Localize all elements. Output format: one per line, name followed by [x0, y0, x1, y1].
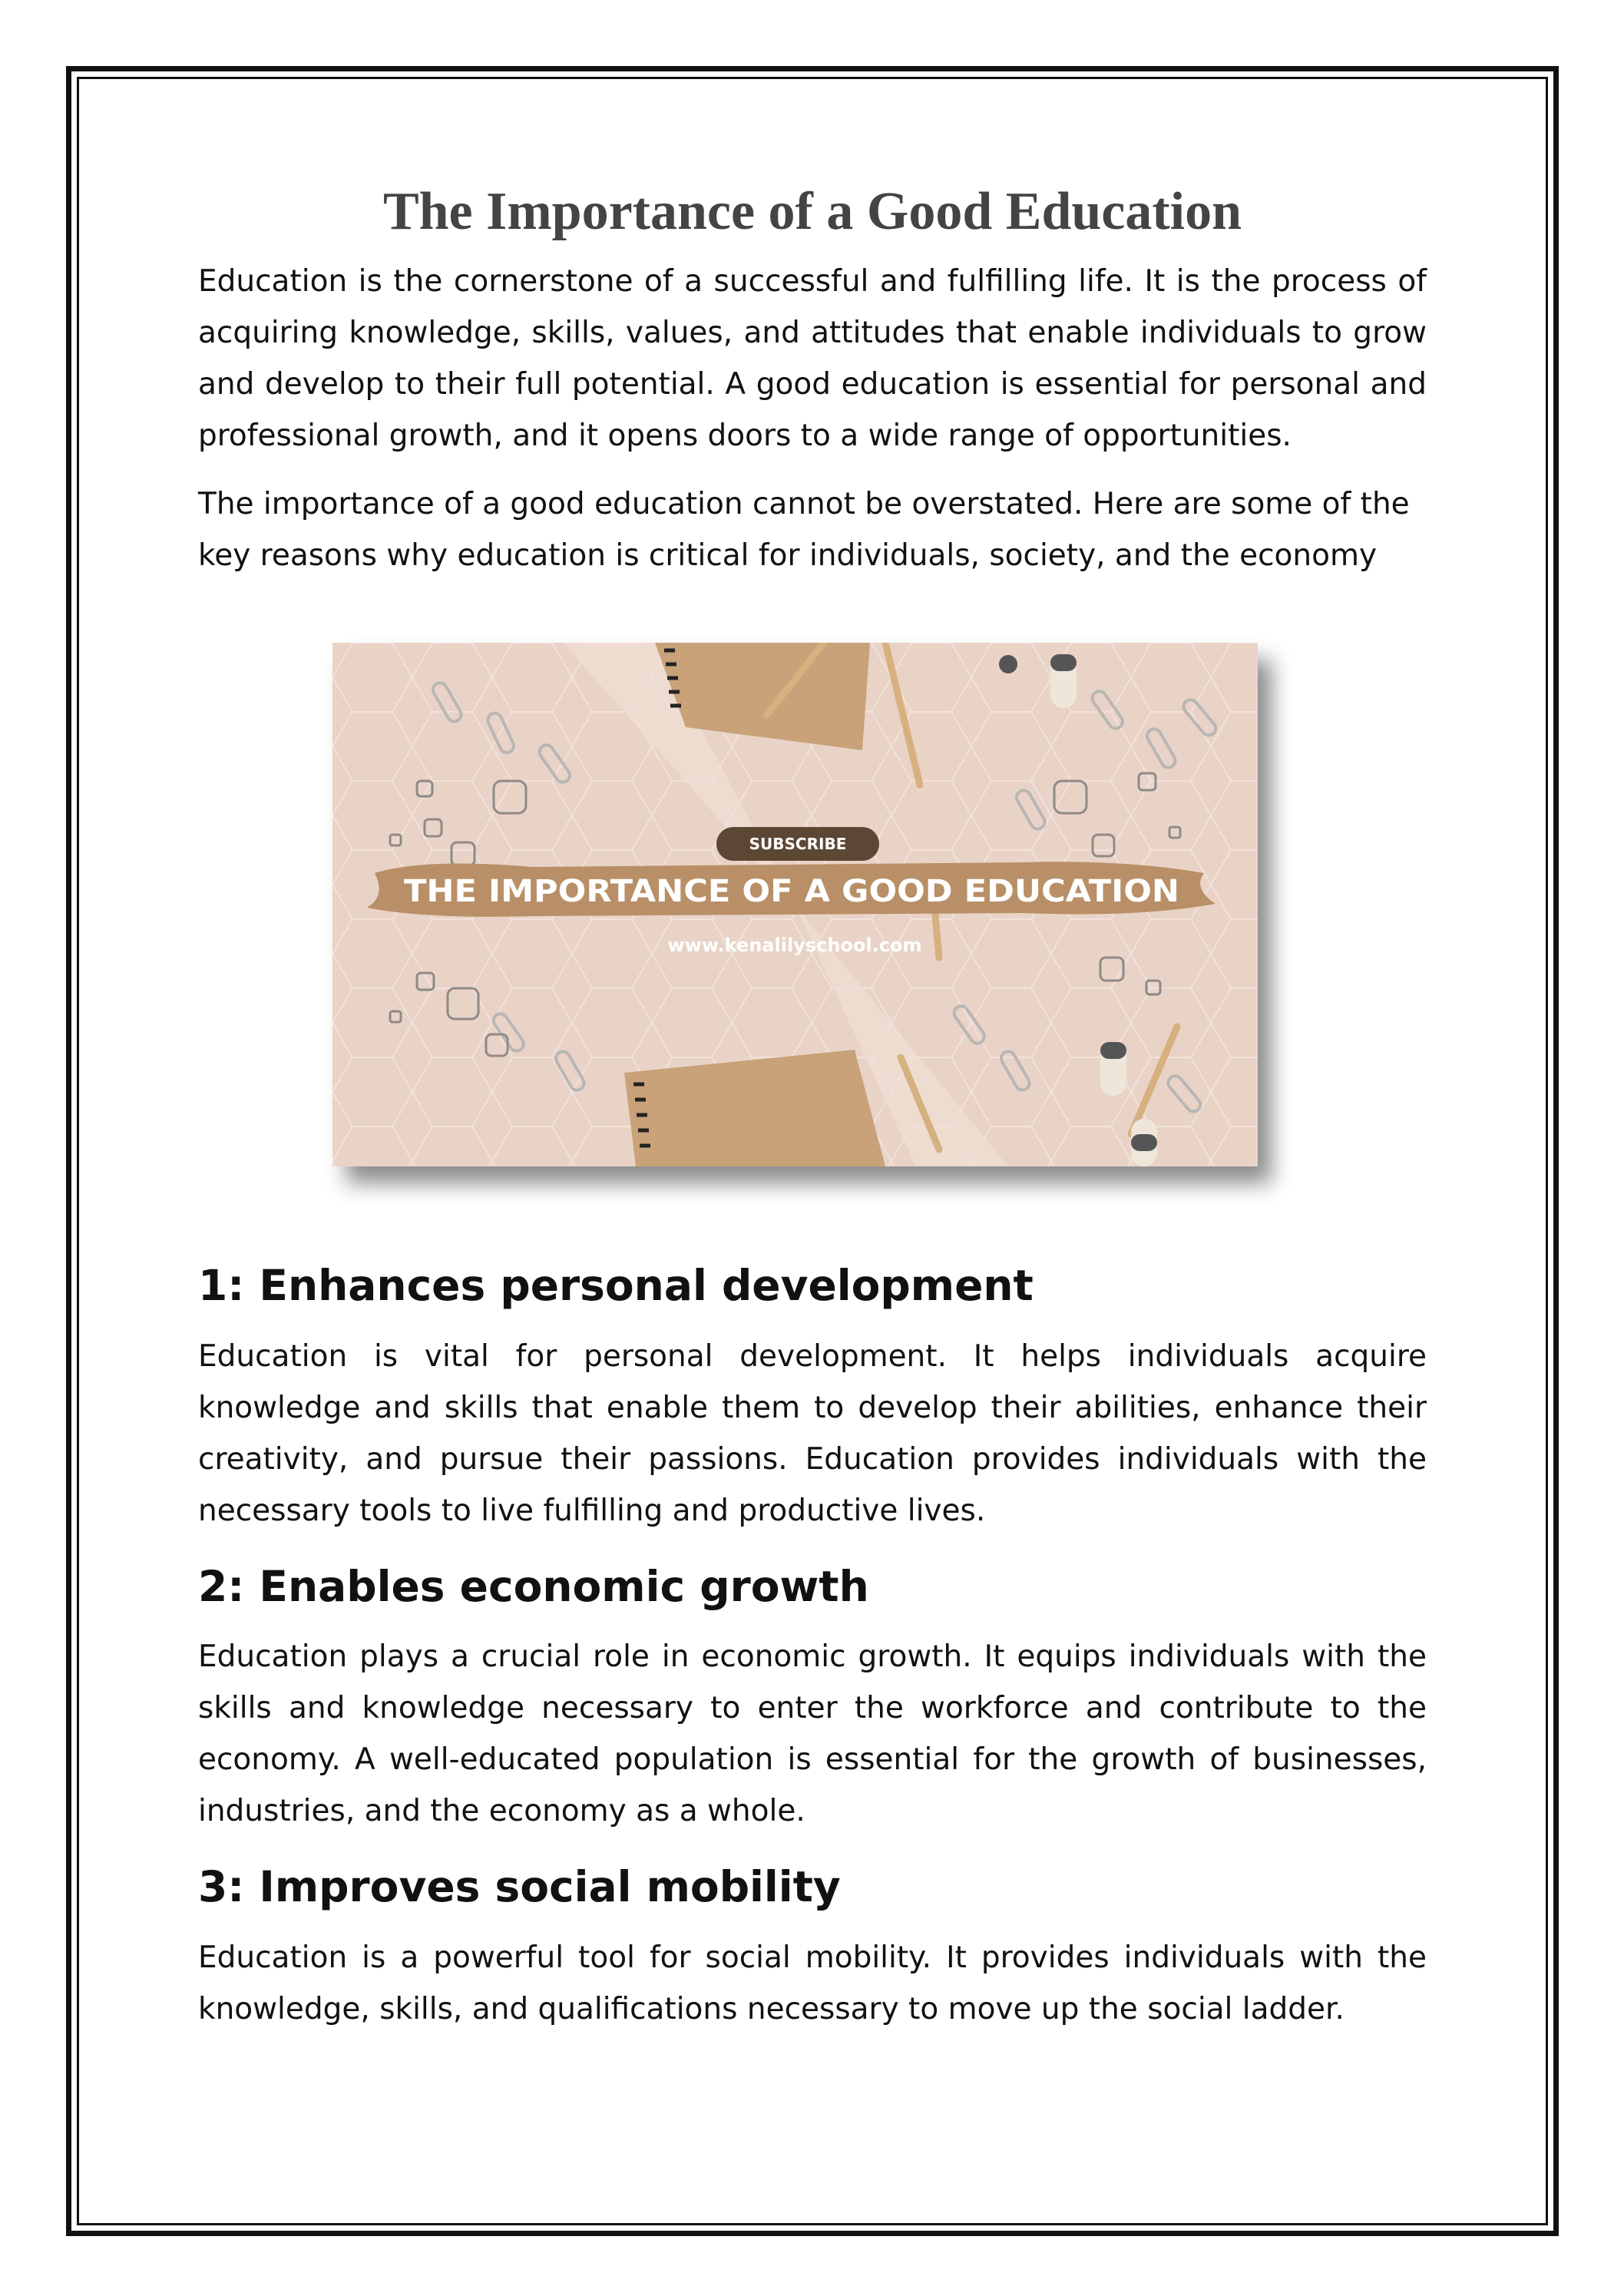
section-heading-3: 3: Improves social mobility	[198, 1862, 841, 1911]
intro-paragraph-2: The importance of a good education cannot be overstated. Here are some of the key reasons why education is critical for individuals, society, and the economy	[198, 487, 1410, 573]
section-heading-2: 2: Enables economic growth	[198, 1561, 869, 1611]
intro-paragraph-1: Education is the cornerstone of a successful and fulfilling life. It is the process of acquiring knowledge, skills, values, and attitudes that enable individuals to grow and develop to their full potential. A good education is essential for personal and professional growth, and it opens doors to a wide range of opportunities.	[198, 264, 1427, 453]
document-body	[198, 177, 1427, 2052]
banner-headline: THE IMPORTANCE OF A GOOD EDUCATION	[404, 874, 1179, 909]
section-body-1: Education is vital for personal development. It helps individuals acquire knowledge and skills that enable them to develop their abilities, enhance their creativity, and pursue their passions. Education provides individuals with the necessary tools to live fulfilling and productive lives.	[198, 1338, 1427, 1528]
banner-subscribe-badge: SUBSCRIBE	[749, 835, 847, 853]
banner-image	[332, 643, 1258, 1166]
banner-url: www.kenalilyschool.com	[667, 935, 922, 956]
document-title: The Importance of a Good Education	[382, 182, 1242, 241]
section-body-3: Education is a powerful tool for social mobility. It provides individuals with the knowledge, skills, and qualifications necessary to move up the social ladder.	[198, 1940, 1427, 2026]
section-heading-1: 1: Enhances personal development	[198, 1261, 1034, 1310]
section-body-2: Education plays a crucial role in economic growth. It equips individuals with the skills and knowledge necessary to enter the workforce and contribute to the economy. A well-educated population is essential for the growth of businesses, industries, and the economy as a whole.	[198, 1639, 1427, 1828]
